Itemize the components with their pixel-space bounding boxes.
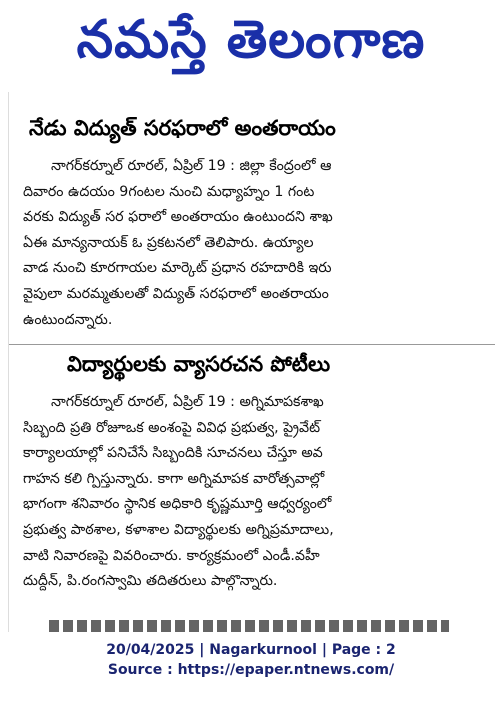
article-divider (9, 344, 495, 345)
article-2-line: కార్యాలయాల్లో పనిచేసే సిబ్బందికి సూచనలు చేస్తూ అవ (23, 445, 323, 462)
article-2-line: ప్రభుత్వ పాఠశాల, కళాశాల విద్యార్థులకు అగ్నిప్రమాదాలు, (23, 521, 334, 538)
article-1-headline: నేడు విద్యుత్ సరఫరాలో అంతరాయం (29, 116, 336, 140)
source-link[interactable]: Source : https://epaper.ntnews.com/ (107, 662, 395, 678)
next-article-fragment (49, 620, 449, 632)
article-2-line: నాగర్‌కర్నూల్ రూరల్, ఏప్రిల్ 19 : అగ్నిమాపకశాఖ (51, 394, 324, 410)
article-1-line: వైపులా మరమ్మతులతో విద్యుత్ సరఫరాలో అంతరాయం (23, 285, 329, 302)
previous-article-fragment (49, 94, 429, 104)
article-1-line: వాడ నుంచి కూరగాయల మార్కెట్ ప్రధాన రహదారికి ఇరు (23, 260, 332, 277)
edition-info: 20/04/2025 | Nagarkurnool | Page : 2 (106, 642, 396, 658)
article-2-line: వాటి నివారణపై వివరించారు. కార్యక్రమంలో ఎండీ.వహీ (23, 547, 320, 564)
article-1-line: ఉంటుందన్నారు. (23, 311, 113, 328)
article-1-line: వరకు విద్యుత్ సర ఫరాలో అంతరాయం ఉంటుందని శాఖ (23, 209, 333, 226)
masthead-title: నమస్తే తెలంగాణ (76, 9, 426, 70)
masthead (0, 0, 502, 92)
footer (0, 640, 502, 680)
newspaper-clipping (8, 92, 495, 632)
article-2-line: దుద్దీన్, పి.రంగస్వామి తదితరులు పాల్గొన్నారు. (23, 573, 278, 590)
article-2-line: సిబ్బంది ప్రతి రోజూఒక అంశంపై వివిధ ప్రభుత్వ, ప్రైవేట్ (23, 419, 321, 436)
article-1-body (23, 154, 483, 333)
article-2-body (23, 390, 483, 595)
article-2-line: గాహన కలి గ్పిస్తున్నారు. కాగా అగ్నిమాపక వారోత్సవాల్లో (23, 470, 325, 487)
adjacent-column-fragment (0, 100, 8, 625)
article-1-line: దివారం ఉదయం 9గంటల నుంచి మధ్యాహ్నం 1 గంట (23, 183, 315, 200)
article-2-line: భాగంగా శనివారం స్థానిక అధికారి కృష్ణమూర్తి ఆధ్వర్యంలో (23, 496, 332, 513)
article-1-line: నాగర్‌కర్నూల్ రూరల్, ఏప్రిల్ 19 : జిల్లా కేంద్రంలో ఆ (51, 158, 332, 174)
article-2-headline: విద్యార్థులకు వ్యాసరచన పోటీలు (67, 352, 331, 376)
article-1-line: ఏఈ మాన్యనాయక్ ఓ ప్రకటనలో తెలిపారు. ఉయ్యాల (23, 234, 314, 251)
